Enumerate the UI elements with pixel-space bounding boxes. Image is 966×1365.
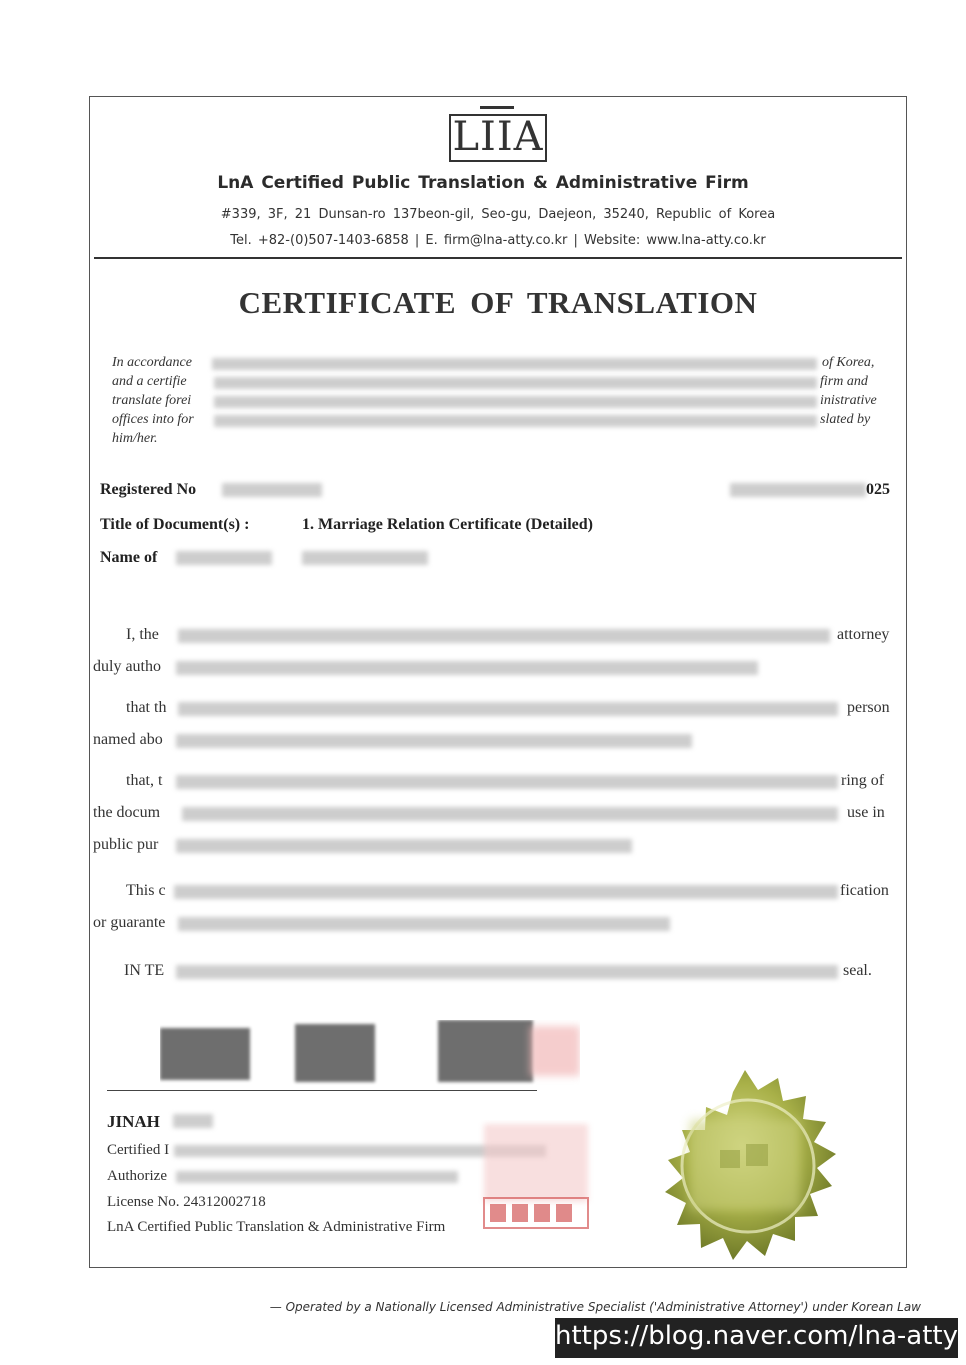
title-of-document-label: Title of Document(s) : bbox=[100, 516, 250, 533]
signatory-line-2: Authorize bbox=[107, 1168, 167, 1184]
firm-name: LnA Certified Public Translation & Administrative Firm bbox=[217, 173, 749, 193]
intro-line-3-end: inistrative bbox=[820, 393, 877, 408]
signature-line bbox=[107, 1090, 537, 1091]
redacted-name-label bbox=[176, 551, 272, 565]
redacted-p4-2 bbox=[178, 917, 670, 931]
firm-address: #339, 3F, 21 Dunsan-ro 137beon-gil, Seo-gu, Daejeon, 35240, Republic of Korea bbox=[220, 207, 776, 222]
license-number: License No. 24312002718 bbox=[107, 1194, 266, 1210]
intro-line-1-end: of Korea, bbox=[822, 355, 875, 370]
registered-no-label: Registered No bbox=[100, 481, 197, 498]
intro-line-4-end: slated by bbox=[820, 412, 871, 427]
handwritten-signature bbox=[160, 1020, 580, 1090]
p1-line-1-start: I, the bbox=[126, 626, 159, 643]
redacted-intro-3 bbox=[214, 396, 817, 408]
firm-logo: LIIA bbox=[449, 114, 547, 162]
intro-line-4-start: offices into for bbox=[112, 412, 194, 427]
p3-line-3-start: public pur bbox=[93, 836, 159, 853]
redacted-signatory-line-2 bbox=[176, 1171, 458, 1183]
redacted-p3-3 bbox=[176, 839, 632, 853]
certificate-title: CERTIFICATE OF TRANSLATION bbox=[238, 285, 758, 320]
redacted-p5 bbox=[176, 965, 838, 979]
intro-line-2-end: firm and bbox=[820, 374, 868, 389]
redacted-name-value bbox=[302, 551, 428, 565]
date-end: 025 bbox=[866, 481, 890, 498]
p4-line-1-end: fication bbox=[840, 882, 889, 899]
redacted-p3-2 bbox=[182, 807, 838, 821]
intro-line-3-start: translate forei bbox=[112, 393, 192, 408]
gold-foil-seal bbox=[620, 1060, 870, 1300]
p4-line-1-start: This c bbox=[126, 882, 166, 899]
name-label: Name of bbox=[100, 549, 158, 566]
p1-line-2-start: duly autho bbox=[93, 658, 161, 675]
logo-top-bar bbox=[480, 106, 514, 109]
firm-contact: Tel. +82-(0)507-1403-6858 | E. firm@lna-atty.co.kr | Website: www.lna-atty.co.kr bbox=[230, 233, 766, 248]
p4-line-2-start: or guarante bbox=[93, 914, 166, 931]
redacted-p1-2 bbox=[176, 661, 758, 675]
p3-line-2-start: the docum bbox=[93, 804, 161, 821]
p5-end: seal. bbox=[843, 962, 872, 979]
redacted-p2-2 bbox=[176, 734, 692, 748]
p2-line-1-start: that th bbox=[126, 699, 167, 716]
redacted-p2-1 bbox=[178, 702, 838, 716]
signatory-line-1: Certified I bbox=[107, 1142, 170, 1158]
redacted-p4-1 bbox=[174, 885, 838, 899]
title-of-document-value: 1. Marriage Relation Certificate (Detailed) bbox=[302, 516, 593, 533]
blog-url-watermark: https://blog.naver.com/lna-atty bbox=[555, 1321, 958, 1351]
signatory-firm: LnA Certified Public Translation & Administrative Firm bbox=[107, 1219, 446, 1235]
p3-line-2-end: use in bbox=[847, 804, 885, 821]
header-divider bbox=[94, 257, 902, 259]
p2-line-1-end: person bbox=[847, 699, 890, 716]
redacted-intro-1 bbox=[212, 358, 817, 370]
p3-line-1-end: ring of bbox=[841, 772, 885, 789]
redacted-signatory-name bbox=[173, 1114, 213, 1128]
redacted-p3-1 bbox=[176, 775, 838, 789]
footer-note: — Operated by a Nationally Licensed Administrative Specialist ('Administrative Attorney') under Korean Law bbox=[269, 1300, 921, 1314]
p3-line-1-start: that, t bbox=[126, 772, 163, 789]
red-firm-stamp bbox=[478, 1120, 594, 1230]
intro-line-5: him/her. bbox=[112, 431, 158, 446]
p2-line-2-start: named abo bbox=[93, 731, 163, 748]
redacted-intro-4 bbox=[214, 415, 817, 427]
p5-start: IN TE bbox=[124, 962, 165, 979]
redacted-intro-2 bbox=[214, 377, 817, 389]
redacted-registered-no bbox=[222, 483, 322, 497]
redacted-date bbox=[730, 483, 866, 497]
signatory-name: JINAH bbox=[107, 1112, 160, 1131]
intro-line-1-start: In accordance bbox=[112, 355, 192, 370]
intro-line-2-start: and a certifie bbox=[112, 374, 187, 389]
redacted-p1-1 bbox=[178, 629, 830, 643]
p1-line-1-end: attorney bbox=[837, 626, 890, 643]
